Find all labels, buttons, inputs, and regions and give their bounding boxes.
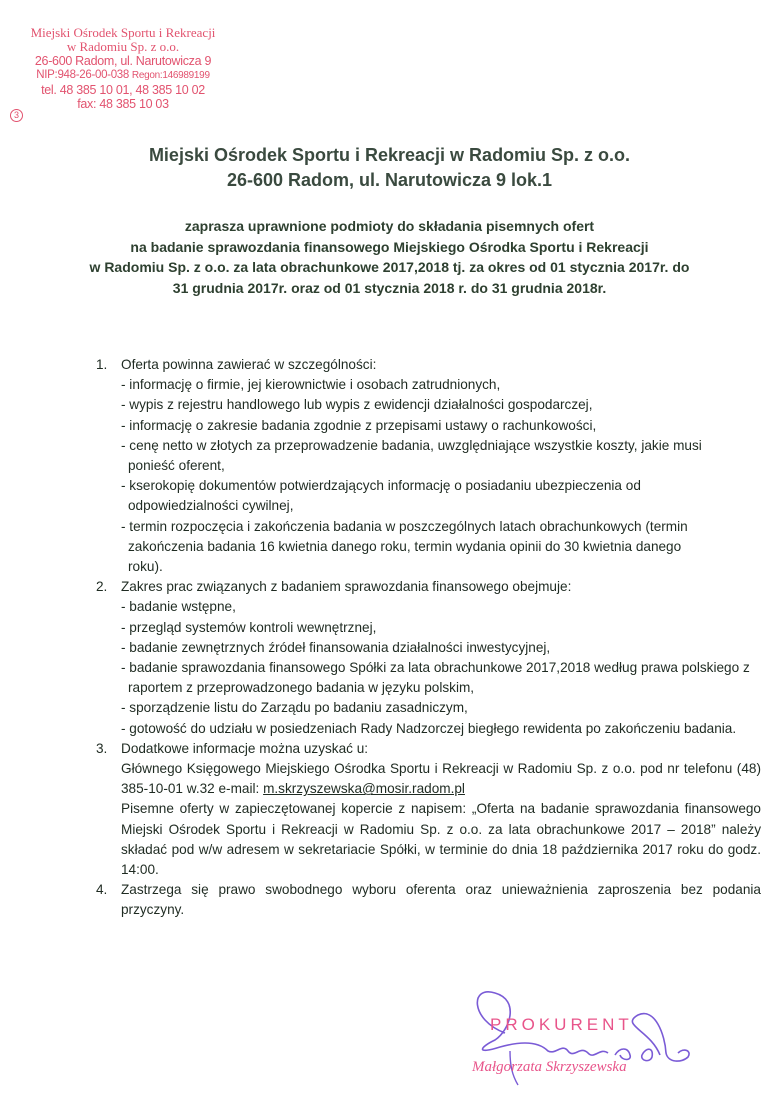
email-link[interactable]: m.skrzyszewska@mosir.radom.pl [263, 781, 465, 797]
section-list [121, 597, 761, 738]
section-text: Zastrzega się prawo swobodnego wyboru oferenta oraz unieważnienia zaproszenia bez podania przyczyny. [121, 882, 761, 918]
document-header [0, 143, 779, 193]
list-item: - sporządzenie listu do Zarządu po badaniu zasadniczym, [121, 700, 468, 716]
signatory-name: Małgorzata Skrzyszewska [472, 1059, 627, 1075]
stamp-circle-mark-icon: 3 [10, 109, 23, 122]
stamp-line-fax: fax: 48 385 10 03 [77, 97, 169, 111]
section-number: 4. [96, 882, 108, 898]
intro-line: zaprasza uprawnione podmioty do składania pisemnych ofert [184, 218, 595, 234]
contact-info [121, 759, 761, 799]
section-number: 1. [96, 357, 108, 372]
list-item: - badanie wstępne, [121, 599, 236, 615]
stamp-nip: NIP:948-26-00-038 [36, 69, 129, 81]
organization-address: 26-600 Radom, ul. Narutowicza 9 lok.1 [226, 170, 553, 190]
section-3-additional-info [96, 739, 761, 880]
section-title: Zakres prac związanych z badaniem sprawozdania finansowego obejmuje: [121, 579, 572, 595]
prokurent-stamp-title: PROKURENT [490, 1015, 633, 1034]
section-title: Dodatkowe informacje można uzyskać u: [121, 740, 369, 756]
list-item: - termin rozpoczęcia i zakończenia badania w poszczególnych latach obrachunkowych (termin zakończenia badania 16 kwietnia danego roku, termin wydania opinii do 30 kwietnia danego roku). [121, 518, 688, 575]
invitation-intro [0, 216, 779, 298]
section-1-offer-contents [96, 355, 761, 577]
company-stamp [8, 25, 238, 120]
list-item: - badanie zewnętrznych źródeł finansowania działalności inwestycyjnej, [121, 639, 551, 655]
list-item: - przegląd systemów kontroli wewnętrznej, [121, 619, 377, 635]
section-number: 3. [96, 740, 108, 756]
list-item: - kserokopię dokumentów potwierdzających informację o posiadaniu ubezpieczenia od odpowiedzialności cywilnej, [121, 478, 641, 514]
list-item: - cenę netto w złotych za przeprowadzenie badania, uwzględniające wszystkie koszty, jakie musi ponieść oferent, [121, 437, 702, 474]
stamp-line-address: 26-600 Radom, ul. Narutowicza 9 [34, 54, 212, 68]
intro-line: w Radomiu Sp. z o.o. za lata obrachunkowe 2017,2018 tj. za okres od 01 stycznia 2017r. do [89, 259, 690, 275]
list-item: - informację o zakresie badania zgodnie z przepisami ustawy o rachunkowości, [121, 417, 597, 433]
stamp-regon: Regon:146989199 [131, 70, 210, 81]
section-2-scope-of-work [96, 577, 761, 739]
contact-text: Głównego Księgowego Miejskiego Ośrodka Sportu i Rekreacji w Radomiu Sp. z o.o. pod nr telefonu (48) 385-10-01 w.32 e-mail: [121, 761, 761, 797]
list-item: - informację o firmie, jej kierownictwie i osobach zatrudnionych, [121, 377, 501, 393]
signature-block [470, 985, 760, 1085]
submission-instructions: Pisemne oferty w zapieczętowanej kopercie z napisem: „Oferta na badanie sprawozdania finansowego Miejski Ośrodek Sportu i Rekreacji w Radomiu Sp. z o.o. za lata obrachunkowe 2017 – 2018” należy składać pod w/w adresem w sekretariacie Spółki, w terminie do dnia 18 października 2017 roku do godz. 14:00. [121, 801, 761, 878]
section-number: 2. [96, 579, 108, 595]
organization-name: Miejski Ośrodek Sportu i Rekreacji w Radomiu Sp. z o.o. [148, 145, 631, 165]
intro-line: na badanie sprawozdania finansowego Miejskiego Ośrodka Sportu i Rekreacji [130, 238, 649, 255]
document-body [96, 355, 761, 921]
section-list [121, 375, 761, 577]
list-item: - gotowość do udziału w posiedzeniach Rady Nadzorczej biegłego rewidenta po zakończeniu badania. [121, 720, 737, 736]
stamp-line-ids [8, 68, 238, 83]
stamp-line-name: Miejski Ośrodek Sportu i Rekreacji [30, 25, 216, 40]
stamp-line-phone: tel. 48 385 10 01, 48 385 10 02 [41, 83, 205, 97]
handwritten-signature-icon [470, 985, 760, 1095]
section-4-reservation [96, 880, 761, 920]
intro-line: 31 grudnia 2017r. oraz od 01 stycznia 2018 r. do 31 grudnia 2018r. [172, 279, 607, 296]
list-item: - wypis z rejestru handlowego lub wypis z ewidencji działalności gospodarczej, [121, 397, 593, 413]
stamp-line-company-form: w Radomiu Sp. z o.o. [66, 39, 180, 54]
section-title: Oferta powinna zawierać w szczególności: [121, 357, 377, 372]
list-item: - badanie sprawozdania finansowego Spółki za lata obrachunkowe 2017,2018 według prawa polskiego z raportem z przeprowadzonego badania w języku polskim, [121, 660, 750, 696]
